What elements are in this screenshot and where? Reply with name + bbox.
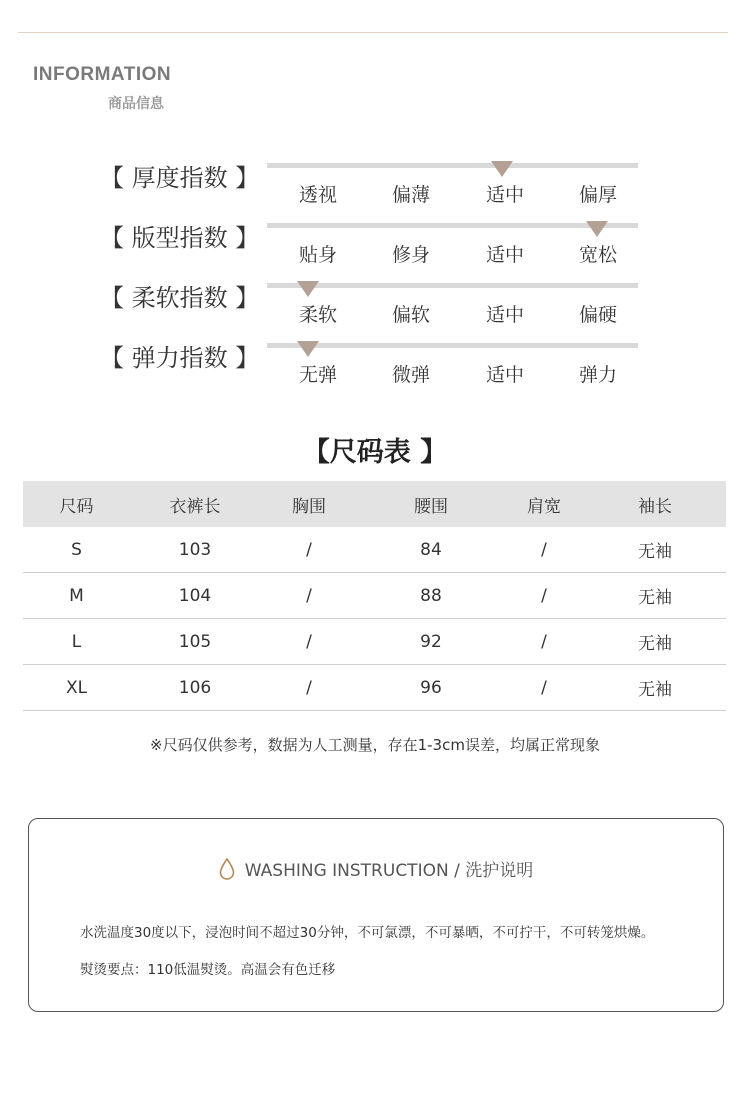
index-label: 【 柔软指数 】 xyxy=(100,284,260,312)
index-option: 柔软 xyxy=(298,304,337,326)
washing-instruction-box xyxy=(28,818,724,1012)
index-track xyxy=(267,223,638,228)
table-cell: 105 xyxy=(130,619,260,665)
table-cell: XL xyxy=(23,665,130,711)
index-row-elasticity xyxy=(0,343,750,403)
index-option: 适中 xyxy=(485,304,524,326)
table-cell: / xyxy=(504,619,584,665)
column-header: 袖长 xyxy=(584,481,726,527)
table-cell: 无袖 xyxy=(584,665,726,711)
index-option: 透视 xyxy=(298,184,337,206)
table-cell: 84 xyxy=(358,527,504,573)
water-drop-icon xyxy=(219,858,235,880)
index-option: 适中 xyxy=(485,184,524,206)
table-cell: L xyxy=(23,619,130,665)
index-track xyxy=(267,163,638,168)
table-cell: S xyxy=(23,527,130,573)
table-cell: 88 xyxy=(358,573,504,619)
table-cell: M xyxy=(23,573,130,619)
table-cell: 106 xyxy=(130,665,260,711)
table-cell: / xyxy=(260,527,358,573)
size-note: ※尺码仅供参考，数据为人工测量，存在1-3cm误差，均属正常现象 xyxy=(150,736,600,754)
washing-text-line: 水洗温度30度以下，浸泡时间不超过30分钟，不可氯漂，不可暴晒，不可拧干，不可转笼烘燥。 xyxy=(80,925,655,941)
index-option: 弹力 xyxy=(578,364,617,386)
table-header-row xyxy=(23,481,726,527)
table-cell: 96 xyxy=(358,665,504,711)
index-marker-icon xyxy=(297,341,319,357)
index-option: 偏软 xyxy=(391,304,430,326)
index-option: 宽松 xyxy=(578,244,617,266)
section-title: INFORMATION xyxy=(33,64,172,85)
index-track xyxy=(267,343,638,348)
table-row xyxy=(23,619,726,665)
index-option: 无弹 xyxy=(298,364,337,386)
index-row-softness xyxy=(0,283,750,343)
ironing-text-line: 熨烫要点：110低温熨烫。高温会有色迁移 xyxy=(80,962,336,978)
index-option: 贴身 xyxy=(298,244,337,266)
table-cell: 无袖 xyxy=(584,619,726,665)
table-row xyxy=(23,573,726,619)
table-row xyxy=(23,527,726,573)
index-option: 偏厚 xyxy=(578,184,617,206)
index-option: 适中 xyxy=(485,364,524,386)
table-cell: / xyxy=(504,665,584,711)
index-option: 微弹 xyxy=(391,364,430,386)
top-divider xyxy=(18,32,728,33)
index-label: 【 版型指数 】 xyxy=(100,224,260,252)
index-marker-icon xyxy=(491,161,513,177)
table-cell: / xyxy=(260,619,358,665)
table-cell: 92 xyxy=(358,619,504,665)
index-option: 适中 xyxy=(485,244,524,266)
column-header: 尺码 xyxy=(23,481,130,527)
column-header: 肩宽 xyxy=(504,481,584,527)
table-cell: 无袖 xyxy=(584,527,726,573)
index-track xyxy=(267,283,638,288)
column-header: 腰围 xyxy=(358,481,504,527)
index-option: 偏硬 xyxy=(578,304,617,326)
index-row-fit xyxy=(0,223,750,283)
index-label: 【 厚度指数 】 xyxy=(100,164,260,192)
index-option: 偏薄 xyxy=(391,184,430,206)
table-cell: 103 xyxy=(130,527,260,573)
table-cell: 无袖 xyxy=(584,573,726,619)
table-cell: 104 xyxy=(130,573,260,619)
size-table-title: 【尺码表 】 xyxy=(302,437,448,468)
column-header: 衣裤长 xyxy=(130,481,260,527)
column-header: 胸围 xyxy=(260,481,358,527)
table-cell: / xyxy=(504,573,584,619)
table-cell: / xyxy=(504,527,584,573)
table-cell: / xyxy=(260,665,358,711)
index-marker-icon xyxy=(586,221,608,237)
index-row-thickness xyxy=(0,163,750,223)
table-cell: / xyxy=(260,573,358,619)
washing-title: WASHING INSTRUCTION / 洗护说明 xyxy=(244,861,534,881)
table-row xyxy=(23,665,726,711)
index-marker-icon xyxy=(297,281,319,297)
washing-header xyxy=(29,856,723,881)
size-table xyxy=(23,481,726,711)
index-label: 【 弹力指数 】 xyxy=(100,344,260,372)
section-subtitle: 商品信息 xyxy=(108,96,164,112)
index-option: 修身 xyxy=(391,244,430,266)
